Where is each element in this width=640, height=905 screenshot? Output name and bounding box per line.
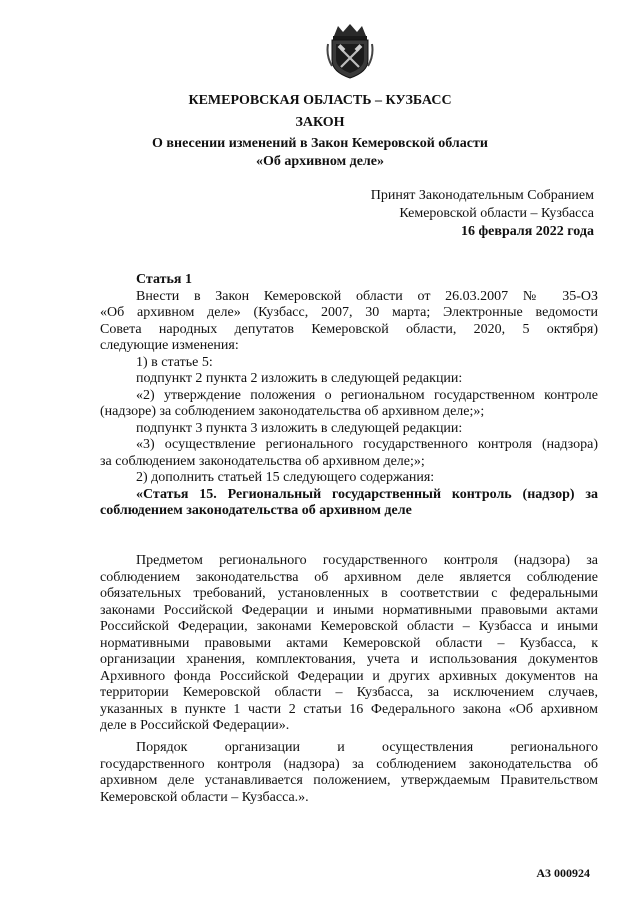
subitem-3-text: «3) осуществление регионального государственного контроля (надзора) bbox=[136, 437, 598, 452]
document-type: ЗАКОН bbox=[295, 115, 345, 130]
paragraph-1 bbox=[100, 553, 598, 735]
paragraph-line: организации хранения, комплектования, учета и использования документов bbox=[100, 652, 598, 667]
article-intro-line: «Об архивном деле» (Кузбасс, 2007, 30 марта; Электронные ведомости bbox=[100, 305, 598, 320]
subitem-3-text: за соблюдением законодательства об архивном деле;»; bbox=[100, 453, 425, 469]
article-heading: Статья 1 bbox=[136, 272, 192, 287]
paragraph-line: законами Российской Федерации и иными нормативными правовыми актами bbox=[100, 602, 598, 618]
paragraph-line: Архивного фонда Российской Федерации и других архивных документов на bbox=[100, 668, 598, 684]
paragraph-line: Предметом регионального государственного контроля (надзора) за bbox=[136, 553, 598, 568]
new-article-heading: «Статья 15. Региональный государственный контроль (надзор) за bbox=[136, 486, 598, 502]
adoption-line-1: Принят Законодательным Собранием bbox=[370, 188, 594, 203]
serial-number: А3 000924 bbox=[536, 866, 590, 880]
paragraph-line: деле в Российской Федерации». bbox=[100, 718, 290, 733]
subitem-3-intro: подпункт 3 пункта 3 изложить в следующей редакции: bbox=[136, 420, 463, 436]
item-2: 2) дополнить статьей 15 следующего содержания: bbox=[136, 470, 435, 485]
region-title: КЕМЕРОВСКАЯ ОБЛАСТЬ – КУЗБАСС bbox=[188, 93, 452, 108]
paragraph-line: указанных в пункте 1 части 2 статьи 16 Федерального закона «Об архивном bbox=[100, 701, 598, 717]
subitem-2-intro: подпункт 2 пункта 2 изложить в следующей редакции: bbox=[136, 371, 463, 386]
paragraph-line: государственного контроля (надзора) за соблюдением законодательства об bbox=[100, 756, 598, 772]
adoption-line-2: Кемеровской области – Кузбасса bbox=[399, 206, 594, 221]
adoption-date: 16 февраля 2022 года bbox=[461, 224, 594, 239]
paragraph-line: Российской Федерации, законами Кемеровской области – Кузбасса и иными bbox=[100, 619, 598, 634]
law-title-line-2: «Об архивном деле» bbox=[255, 154, 384, 169]
paragraph-line: архивном деле устанавливается положением, утверждаемым Правительством bbox=[100, 773, 598, 788]
article-intro-line: следующие изменения: bbox=[100, 338, 239, 353]
paragraph-line: территории Кемеровской области – Кузбасса, за исключением случаев, bbox=[100, 685, 598, 700]
new-article-heading: соблюдением законодательства об архивном деле bbox=[100, 503, 412, 518]
article-intro-line: Внести в Закон Кемеровской области от 26.03.2007 № 35-ОЗ bbox=[136, 288, 598, 304]
subitem-2-text: «2) утверждение положения о региональном государственном контроле bbox=[136, 387, 598, 403]
law-title-line-1: О внесении изменений в Закон Кемеровской области bbox=[152, 136, 488, 151]
paragraph-line: Порядок организации и осуществления регионального bbox=[136, 740, 598, 755]
subitem-2-text: (надзоре) за соблюдением законодательства об архивном деле;»; bbox=[100, 404, 485, 419]
article-1 bbox=[100, 272, 598, 520]
paragraph-line: соблюдением законодательства об архивном деле является соблюдение bbox=[100, 569, 598, 585]
paragraph-line: обязательных требований, установленных в соответствии с федеральными bbox=[100, 586, 598, 601]
article-intro-line: Совета народных депутатов Кемеровской области, 2020, 5 октября) bbox=[100, 321, 598, 337]
item-1: 1) в статье 5: bbox=[136, 354, 213, 370]
coat-of-arms-icon bbox=[326, 22, 374, 80]
paragraph-line: Кемеровской области – Кузбасса.». bbox=[100, 789, 309, 805]
paragraph-2 bbox=[100, 740, 598, 806]
paragraph-line: нормативными правовыми актами Кемеровской области – Кузбасса, к bbox=[100, 635, 598, 651]
